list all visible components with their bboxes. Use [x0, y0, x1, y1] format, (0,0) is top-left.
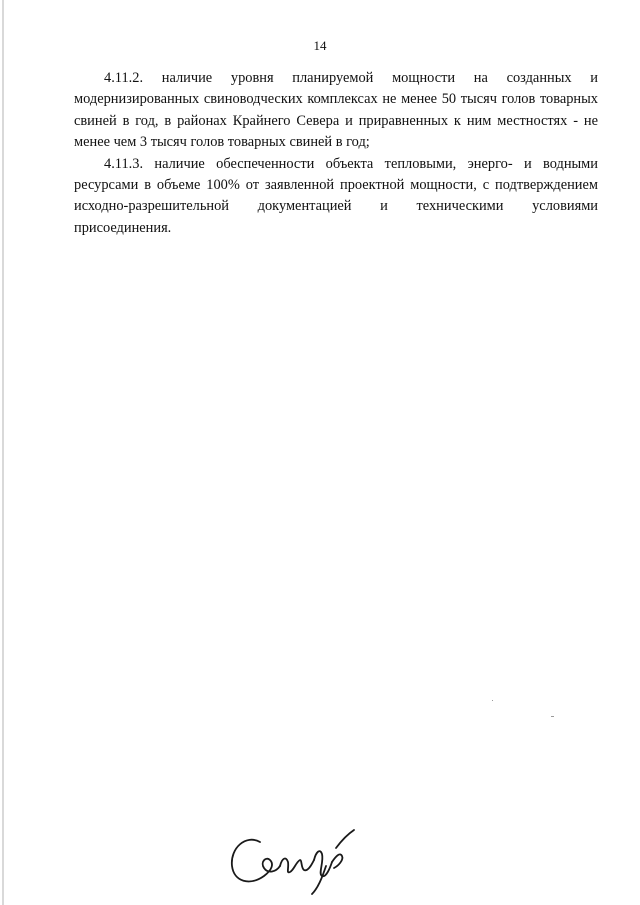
- paragraph-4-11-2: 4.11.2. наличие уровня планируемой мощности на созданных и модернизированных свиноводческих комплексах не менее 50 тысяч голов товарных свиней в год, в районах Крайнего Севера и приравненных к ним местностях - не менее чем 3 тысяч голов товарных свиней в год;: [74, 70, 598, 151]
- scan-edge-shadow: [2, 0, 4, 905]
- scan-speck: [492, 700, 493, 701]
- document-body: [74, 68, 598, 239]
- handwritten-signature: [226, 826, 358, 896]
- paragraph-4-11-3: 4.11.3. наличие обеспеченности объекта тепловыми, энерго- и водными ресурсами в объеме 100% от заявленной проектной мощности, с подтверждением исходно-разрешительной документацией и техническими условиями присоединения.: [74, 155, 598, 236]
- scan-speck: [551, 716, 554, 717]
- page-number: 14: [313, 38, 327, 53]
